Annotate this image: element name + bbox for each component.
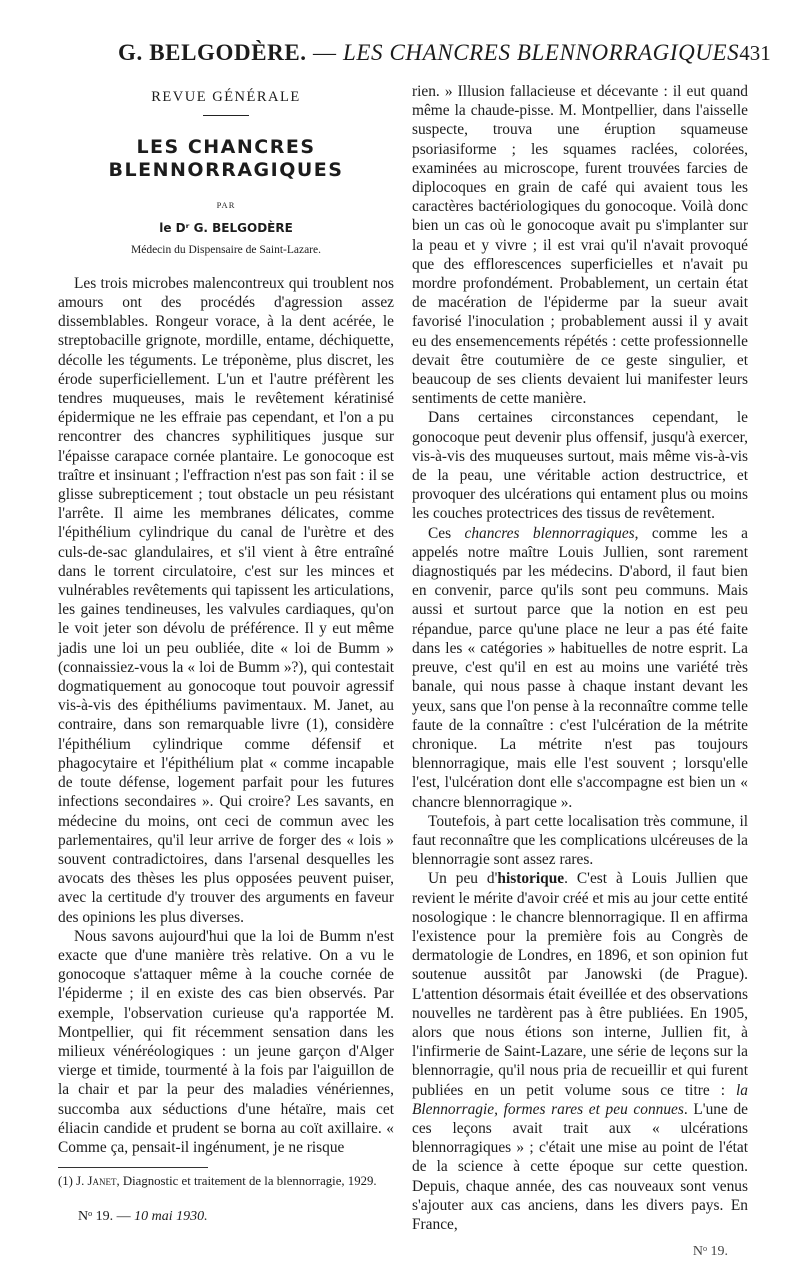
running-header — [118, 40, 771, 66]
paragraph-5 — [412, 524, 748, 812]
left-column — [58, 82, 394, 1226]
paragraph-7 — [412, 869, 748, 1234]
paragraph-2: Nous savons aujourd'hui que la loi de Bumm n'est exacte que d'une manière très relative. On a vu le gonocoque s'attaquer même à la couche cornée de l'épiderme ; il en existe des cas bien observés. Par exemple, l'observation curieuse qu'a rapportée M. Montpellier, qui fit récemment sensation dans les milieux vénéréologiques : un jeune garçon d'Alger vierge et timide, tourmenté à la fois par l'aiguillon de la chair et par la peur des maladies vénériennes, succomba aux séductions d'une hétaïre, mais cet éliacin candide et prudent se borna au coït axillaire. « Comme ça, pensait-il ingénument, je ne risque — [58, 927, 394, 1156]
running-head-title: LES CHANCRES BLENNORRAGIQUES — [342, 40, 740, 65]
footnote — [58, 1174, 394, 1189]
footer-date: 10 mai 1930. — [134, 1209, 208, 1225]
author-line — [58, 219, 394, 238]
paragraph-1-part-a: Les trois microbes malencontreux qui troublent nos amours ont des procédés d'agression assez dissemblables. Rongeur vorace, à la dent acérée, le streptobacille grignote, mordille, entame, déchiquette, décolle les téguments. Le tréponème, plus discret, les érode superficiellement. L'un et l'autre préfèrent les tendres muqueuses, mais le revêtement kératinisé épidermique ne les effraie pas cependant, et l'on a pu rencontrer des chancres syphilitiques jusque sur l'épaisse carapace cornée plantaire. Le gonocoque est traître et insinuant ; l'effraction n'est pas son fait : il se glisse subrepticement ; tout obstacle un peu résistant l'arrête. Il aime les membranes délicates, comme l'épithélium cylindrique du canal de l'urètre et des culs-de-sac glandulaires, et s'il vient à être entraîné dans le torrent circulatoire, c'est sur les minces et vulnérables revêtements qui tapissent les articulations, les gaines tendineuses, les valvules cardiaques, qu'on le voit jeter son dévolu de préférence. Il y eut même jadis une loi un peu oubliée, dite « loi de Bumm » (connaissiez-vous la « loi de Bumm »?), qui contestait dogmatiquement au gonocoque tout pouvoir agressif vis-à-vis des épithéliums pavimentaux. M. Janet, au contraire, dans son remarquable livre ( — [58, 274, 394, 734]
byline-par: PAR — [216, 200, 236, 211]
article-title — [58, 136, 394, 182]
author-prefix: le Dʳ — [159, 221, 194, 236]
page-number: 431 — [739, 41, 771, 65]
paragraph-5-post: , comme les a appelés notre maître Louis Jullien, sont rarement diagnostiqués par les médecins. D'abord, il faut bien en convenir, parce qu'ils sont peu communs. Mais aussi et surtout parce que la notion en est peu répandue, parce qu'une place ne leur a pas été faite dans les « catégories » habituelles de notre esprit. La preuve, c'est qu'il en est au moins une variété très banale, qui nous passe à chaque instant devant les yeux, sans que l'on pense à la reconnaître comme telle faute de la connaître : c'est l'ulcération de la métrite chronique. La métrite n'est pas toujours blennorragique, mais elle l'est souvent ; lorsqu'elle l'est, l'ulcération dont elle s'accompagne est bien un « chancre blennorragique ». — [412, 524, 748, 811]
footer-left — [58, 1207, 394, 1226]
footnote-marker: (1) — [58, 1174, 77, 1189]
paragraph-3: rien. » Illusion fallacieuse et décevante : il eut quand même la chaude-pisse. M. Montpellier, dans l'aisselle suspecte, trouva une éruption squameuse psoriasiforme ; les squames raclées, colorées, examinées au microscope, furent trouvées farcies de diplocoques en grain de café qui avaient tous les caractères bactériologiques du gonocoque. Voilà donc bien un cas où le gonocoque avait pu s'implanter sur la peau et y vivre ; il est vrai qu'il n'avait provoqué que des efflorescences superficielles et n'avait pu mordre profondément. Probablement, un certain état de macération de l'épiderme par la sueur avait favorisé l'inoculation ; probablement aussi il y avait eu des ensemencements répétés : cette professionnelle devait être coutumière de ce geste singulier, et beaucoup de ses clients devaient lui manifester leurs sentiments de cette manière. — [412, 83, 748, 408]
section-label: REVUE GÉNÉRALE — [151, 89, 301, 105]
article-title-line-1: LES CHANCRES — [136, 136, 316, 159]
paragraph-7-mid: . C'est à Louis Jullien que revient le mérite d'avoir créé et mis au jour cette entité nosologique : le chancre blennorragique. Il en affirma l'existence pour la première fois au Congrès de dermatologie de Londres, en 1896, et son opinion fut soutenue aussitôt par Janowski (de Prague). L'attention désormais était éveillée et des observations nouvelles ne tardèrent pas à être publiées. En 1905, alors que nous étions son interne, Jullien fit, à l'infirmerie de Saint-Lazare, une série de leçons sur la blennorragie, qu'il nous pria de recueillir et qui furent publiées en un petit volume sous ce titre : — [412, 870, 748, 1099]
paragraph-6: Toutefois, à part cette localisation très commune, il faut reconnaître que les complications ulcéreuses de la blennorragie sont assez rares. — [412, 812, 748, 869]
footnote-rule — [58, 1167, 208, 1168]
running-head-separator: — — [306, 40, 343, 65]
paragraph-1 — [58, 274, 394, 927]
footnote-author: J. Janet — [76, 1174, 117, 1189]
footer-issue: Nᵒ 19. — — [78, 1209, 135, 1225]
paragraph-7-bold: historique — [497, 870, 565, 888]
author-affiliation: Médecin du Dispensaire de Saint-Lazare. — [131, 243, 321, 256]
footnote-reference: 1 — [311, 716, 320, 734]
paragraph-7-post: . L'une de ces leçons avait trait aux « ulcérations blennorragiques » ; c'était une mise au point de l'état de la science à cette époque sur cette question. Depuis, chaque année, des cas nouveaux sont venus s'ajouter aux cas anciens, dans les divers pays. En France, — [412, 1100, 748, 1233]
author-name: G. BELGODÈRE — [193, 221, 293, 236]
paragraph-5-pre: Ces — [428, 524, 465, 542]
paragraph-4: Dans certaines circonstances cependant, le gonocoque peut devenir plus offensif, jusqu'à exercer, vis-à-vis des muqueuses surtout, mais même vis-à-vis de la peau, une véritable action destructrice, et provoquer des ulcérations qui entament plus ou moins les couches protectrices des tissus de revêtement. — [412, 409, 748, 523]
running-head-text — [118, 40, 739, 66]
paragraph-7-book-title: la Blennorragie, formes rares et peu connues — [412, 1081, 748, 1118]
section-rule — [203, 115, 249, 116]
running-head-author: G. BELGODÈRE. — [118, 40, 307, 65]
paragraph-5-emphasis: chancres blennorragiques — [464, 524, 635, 542]
paragraph-7-pre: Un peu d' — [428, 870, 498, 888]
footer-right: Nᵒ 19. — [692, 1244, 728, 1260]
paragraph-1-part-b: ), considère l'épithélium cylindrique comme défensif et phagocytaire et l'épithélium plat « comme incapable de toute défense, logement parfait pour les futures infections secondaires ». Qui croire? Les savants, en médecine du moins, ont ceci de commun avec les parlementaires, qu'il leur arrive de forger des « lois » souvent contradictoires, dans l'arsenal desquelles les avocats des thèses les plus opposées peuvent puiser, avec la certitude d'y trouver des arguments en faveur des opinions les plus diverses. — [58, 716, 394, 926]
footnote-text: , Diagnostic et traitement de la blennorragie, 1929. — [116, 1174, 377, 1189]
right-column — [412, 82, 748, 1261]
article-title-line-2: BLENNORRAGIQUES — [108, 159, 344, 182]
